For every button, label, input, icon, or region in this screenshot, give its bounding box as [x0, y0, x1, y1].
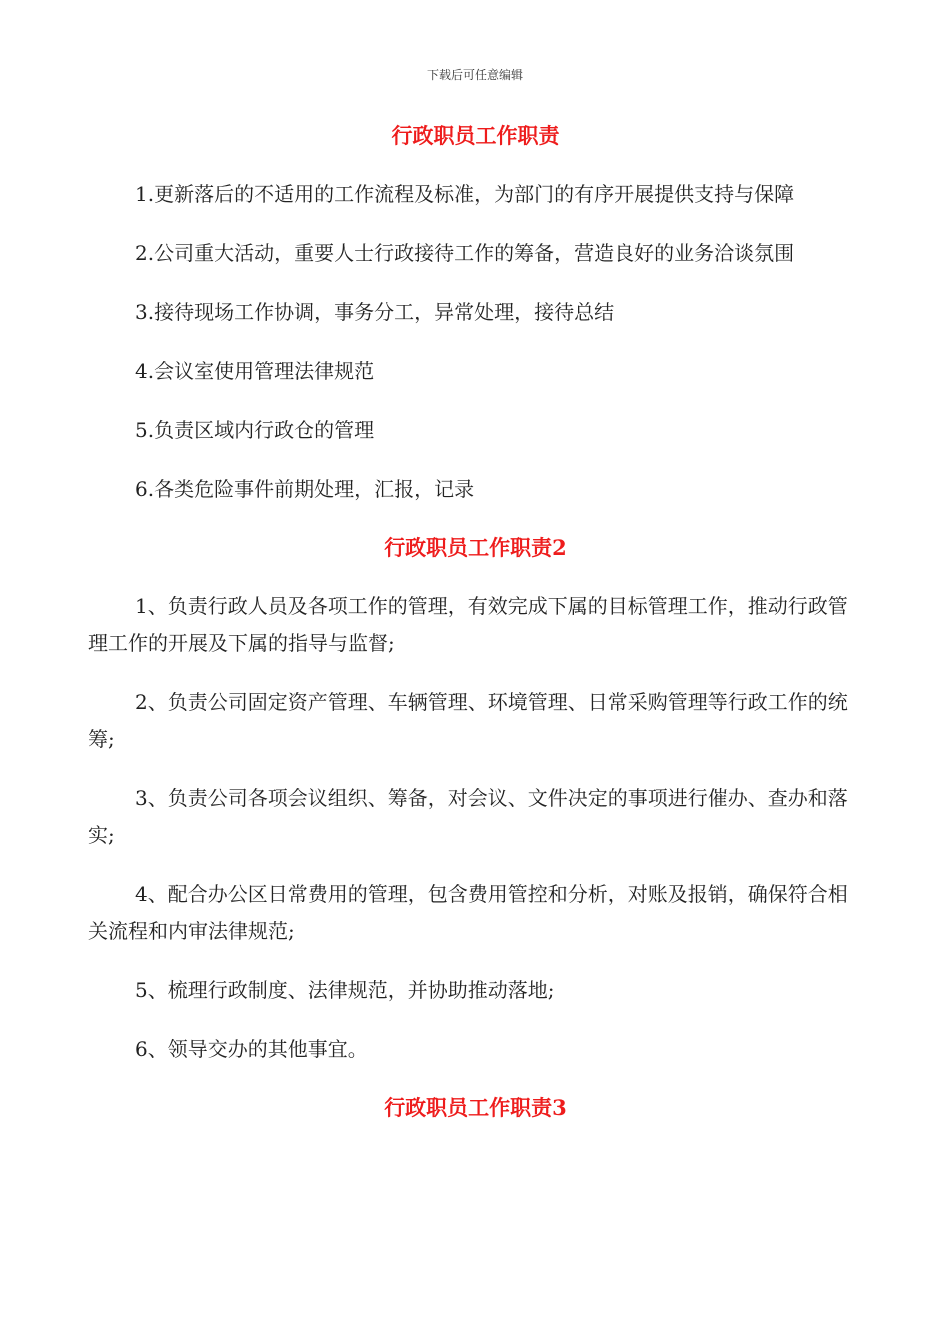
paragraph: 3、负责公司各项会议组织、筹备，对会议、文件决定的事项进行催办、查办和落实;	[88, 786, 848, 847]
paragraph: 2、负责公司固定资产管理、车辆管理、环境管理、日常采购管理等行政工作的统筹;	[88, 690, 848, 751]
header-note: 下载后可任意编辑	[426, 68, 523, 82]
section-title-2: 行政职员工作职责2	[384, 535, 567, 560]
section-title-3: 行政职员工作职责3	[384, 1095, 567, 1120]
paragraph: 6.各类危险事件前期处理，汇报，记录	[135, 477, 475, 501]
paragraph: 4、配合办公区日常费用的管理，包含费用管控和分析，对账及报销，确保符合相关流程和内审法律规范;	[88, 882, 848, 943]
paragraph: 6、领导交办的其他事宜。	[135, 1037, 368, 1061]
paragraph: 1、负责行政人员及各项工作的管理，有效完成下属的目标管理工作，推动行政管理工作的开展及下属的指导与监督;	[88, 594, 848, 655]
paragraph: 3.接待现场工作协调，事务分工，异常处理，接待总结	[135, 300, 615, 324]
section-title-1: 行政职员工作职责	[391, 123, 560, 148]
paragraph: 5.负责区域内行政仓的管理	[135, 418, 375, 442]
paragraph: 5、梳理行政制度、法律规范，并协助推动落地;	[135, 978, 555, 1002]
paragraph: 4.会议室使用管理法律规范	[135, 359, 375, 383]
document-body	[88, 118, 863, 1126]
paragraph: 2.公司重大活动，重要人士行政接待工作的筹备，营造良好的业务洽谈氛围	[135, 241, 795, 265]
paragraph: 1.更新落后的不适用的工作流程及标准，为部门的有序开展提供支持与保障	[135, 182, 795, 206]
